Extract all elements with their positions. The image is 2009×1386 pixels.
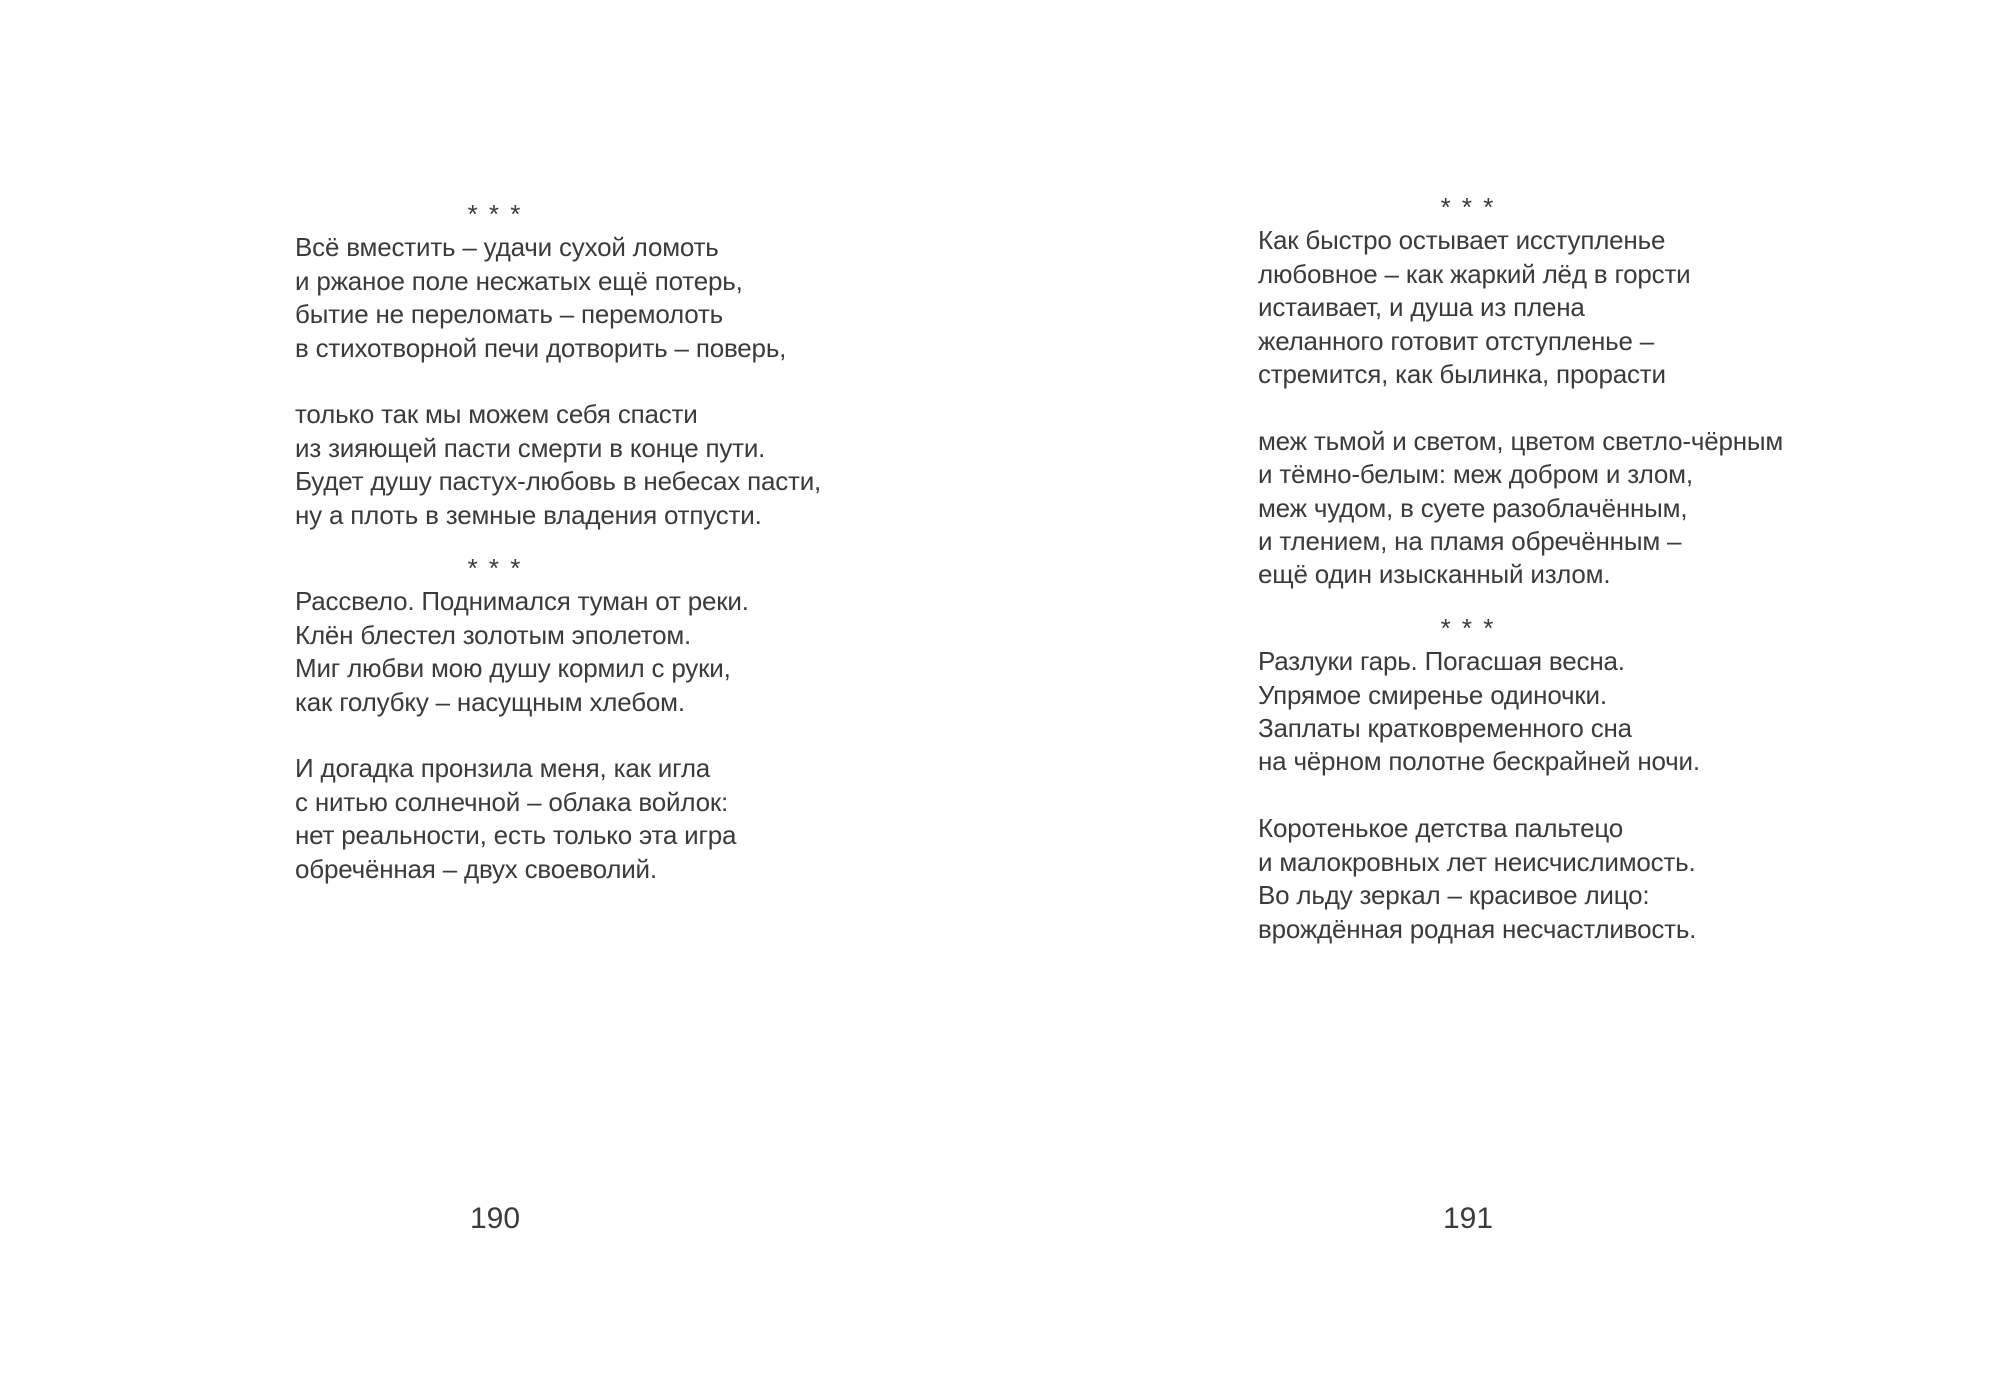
stanza (295, 231, 787, 365)
stanza (1258, 224, 1691, 391)
poem (295, 198, 822, 532)
left-page (295, 198, 822, 886)
poem-line: И догадка пронзила меня, как игла (295, 753, 711, 784)
stanza (295, 752, 737, 886)
poem-line: и тлением, на пламя обречённым – (1258, 526, 1682, 557)
stanza (1258, 645, 1700, 779)
poem (295, 552, 749, 886)
poem-line: стремится, как былинка, прорасти (1258, 359, 1666, 390)
poem-separator: * * * (1440, 192, 1496, 222)
poem-line: и ржаное поле несжатых ещё потерь, (295, 265, 743, 296)
stanza (295, 585, 749, 719)
stanza (1258, 812, 1697, 946)
poem-line: Будет душу пастух-любовь в небесах пасти, (295, 466, 822, 497)
poem (1258, 191, 1784, 592)
stanza (295, 398, 822, 532)
poem-line: обречённая – двух своеволий. (295, 853, 657, 884)
poem-line: истаивает, и душа из плена (1258, 292, 1585, 323)
poem-separator: * * * (467, 553, 523, 584)
poem-line: в стихотворной печи дотворить – поверь, (295, 332, 787, 363)
poem-line: желанного готовит отступленье – (1258, 325, 1655, 356)
right-page (1258, 191, 1784, 946)
poem-line: Упрямое смиренье одиночки. (1258, 679, 1607, 710)
poem-line: как голубку – насущным хлебом. (295, 686, 685, 717)
poem-line: и малокровных лет неисчислимость. (1258, 846, 1696, 877)
poem-line: только так мы можем себя спасти (295, 399, 698, 430)
page-number-right: 191 (1442, 1202, 1494, 1235)
poem-line: Рассвело. Поднимался туман от реки. (295, 586, 749, 617)
poem-line: Во льду зеркал – красивое лицо: (1258, 880, 1650, 911)
poem-line: и тёмно-белым: меж добром и злом, (1258, 459, 1693, 490)
poem (1258, 612, 1700, 946)
poem-separator: * * * (1440, 612, 1496, 643)
poem-line: Клён блестел золотым эполетом. (295, 619, 692, 650)
poem-line: Как быстро остывает исступленье (1258, 225, 1666, 256)
poem-separator: * * * (467, 199, 523, 229)
poem-line: ещё один изысканный излом. (1258, 559, 1611, 590)
poem-line: на чёрном полотне бескрайней ночи. (1258, 746, 1700, 777)
poem-line: нет реальности, есть только эта игра (295, 820, 737, 851)
poem-line: меж тьмой и светом, цветом светло-чёрным (1258, 425, 1784, 456)
stanza (1258, 425, 1784, 592)
poem-line: меж чудом, в суете разоблачённым, (1258, 492, 1688, 523)
page-number-left: 190 (469, 1202, 521, 1235)
poem-line: бытие не переломать – перемолоть (295, 299, 724, 330)
poem-line: Коротенькое детства пальтецо (1258, 813, 1624, 844)
poem-line: из зияющей пасти смерти в конце пути. (295, 432, 766, 463)
poem-line: врождённая родная несчастливость. (1258, 913, 1697, 944)
poem-line: Миг любви мою душу кормил с руки, (295, 653, 731, 684)
poem-line: Заплаты кратковременного сна (1258, 713, 1632, 744)
poem-line: Всё вместить – удачи сухой ломоть (295, 232, 719, 263)
poem-line: любовное – как жаркий лёд в горсти (1258, 258, 1691, 289)
poem-line: ну а плоть в земные владения отпусти. (295, 499, 762, 530)
poem-line: Разлуки гарь. Погасшая весна. (1258, 646, 1625, 677)
poem-line: с нитью солнечной – облака войлок: (295, 786, 729, 817)
